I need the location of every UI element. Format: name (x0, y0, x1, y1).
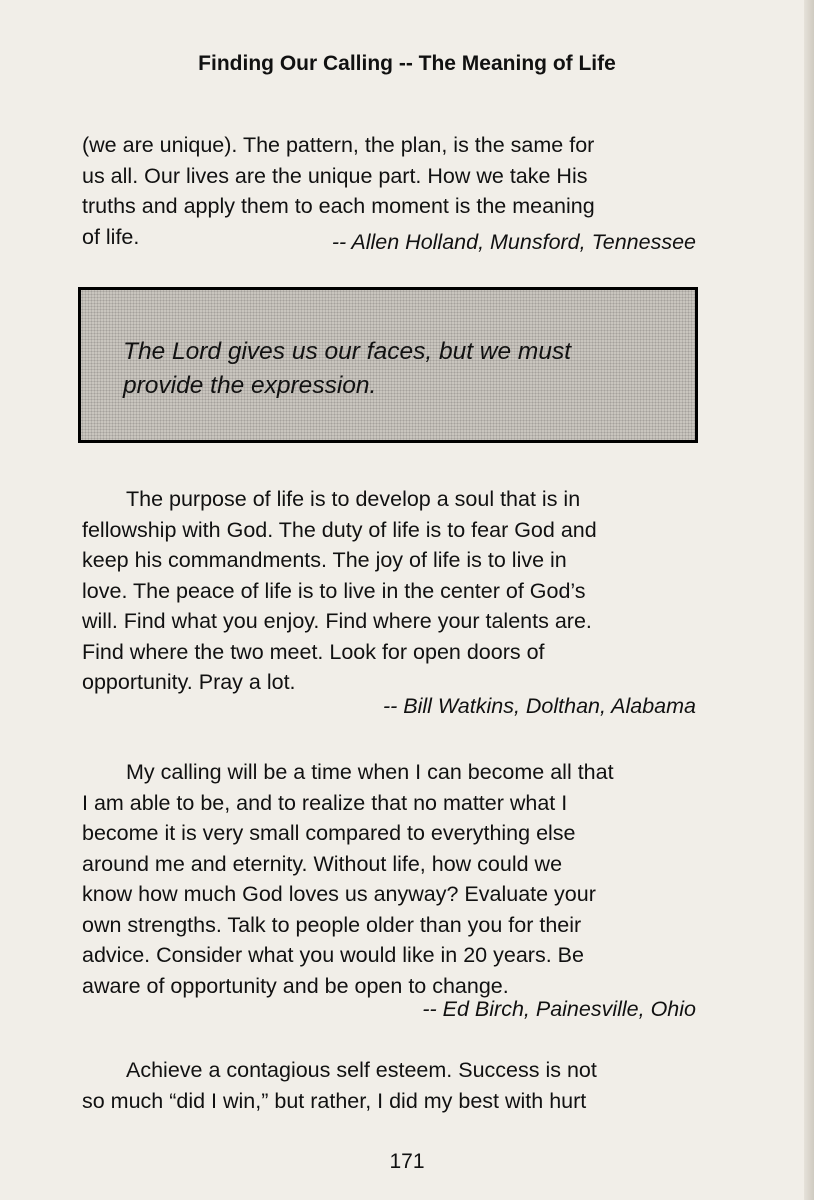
passage-line: know how much God loves us anyway? Evaluate your (82, 882, 596, 906)
passage-line: My calling will be a time when I can become all that (126, 760, 614, 784)
passage-4 (82, 1055, 696, 1116)
attribution-2: -- Bill Watkins, Dolthan, Alabama (382, 694, 696, 718)
quote-box (78, 287, 698, 443)
passage-line: love. The peace of life is to live in the center of God’s (82, 578, 586, 603)
passage-line: become it is very small compared to everything else (82, 821, 576, 845)
quote-text (123, 335, 683, 403)
passage-line: aware of opportunity and be open to change. (82, 973, 509, 998)
passage-line: Find where the two meet. Look for open doors of (82, 639, 545, 664)
passage-line: keep his commandments. The joy of life is to live in (82, 548, 567, 572)
passage-line: Achieve a contagious self esteem. Success is not (126, 1058, 597, 1082)
attribution-3: -- Ed Birch, Painesville, Ohio (422, 997, 696, 1021)
passage-line: I am able to be, and to realize that no matter what I (82, 790, 568, 815)
passage-3 (82, 757, 696, 1001)
quote-line: The Lord gives us our faces, but we must (123, 338, 572, 365)
passage-line: fellowship with God. The duty of life is to fear God and (82, 517, 597, 542)
passage-line: opportunity. Pray a lot. (82, 670, 296, 694)
passage-line: will. Find what you enjoy. Find where your talents are. (82, 609, 592, 633)
passage-line: advice. Consider what you would like in 20 years. Be (82, 943, 584, 967)
passage-line: The purpose of life is to develop a soul that is in (126, 487, 581, 511)
passage-line: so much “did I win,” but rather, I did my best with hurt (82, 1088, 587, 1113)
page-number: 171 (389, 1150, 425, 1173)
passage-line: us all. Our lives are the unique part. How we take His (82, 163, 588, 188)
attribution-1: -- Allen Holland, Munsford, Tennessee (331, 230, 696, 254)
running-head: Finding Our Calling -- The Meaning of Life (198, 52, 616, 75)
passage-line: (we are unique). The pattern, the plan, is the same for (82, 133, 595, 157)
page-edge (804, 0, 814, 1200)
passage-line: of life. (82, 224, 140, 249)
quote-line: provide the expression. (123, 372, 377, 399)
passage-2 (82, 484, 696, 698)
passage-line: truths and apply them to each moment is the meaning (82, 194, 595, 218)
passage-line: around me and eternity. Without life, how could we (82, 851, 563, 876)
passage-line: own strengths. Talk to people older than you for their (82, 912, 582, 937)
